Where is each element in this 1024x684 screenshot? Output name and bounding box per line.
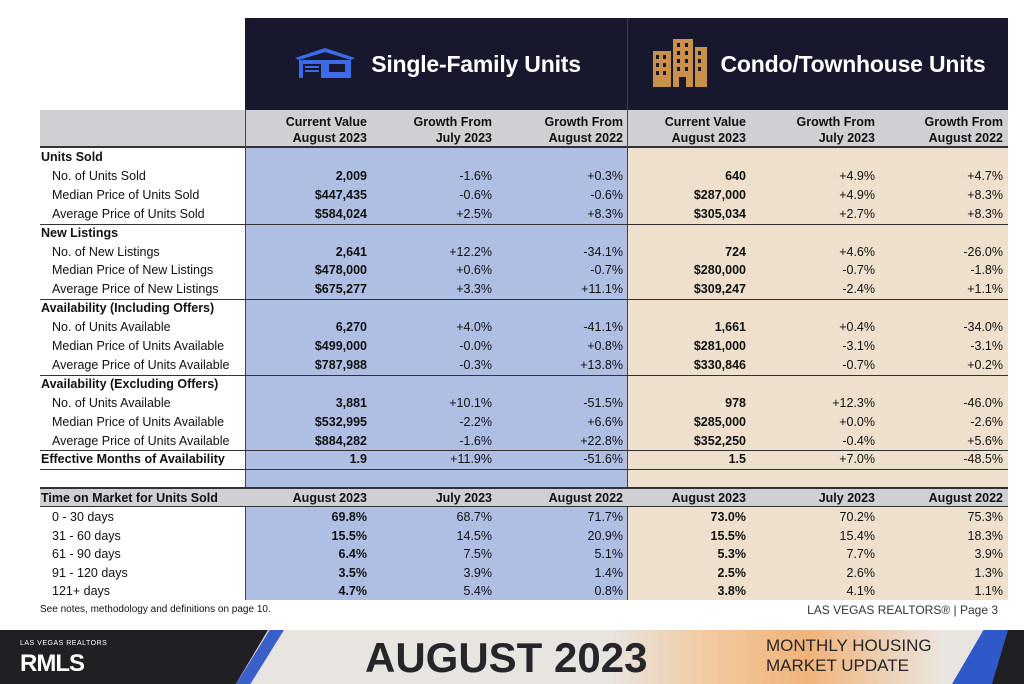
cell-value: +0.3% bbox=[587, 168, 623, 183]
row-label: 0 - 30 days bbox=[52, 510, 114, 524]
row-separator bbox=[40, 469, 1008, 470]
cell-value: 68.7% bbox=[456, 510, 492, 524]
row-label: 91 - 120 days bbox=[52, 565, 128, 580]
cell-value: -46.0% bbox=[963, 395, 1003, 410]
header-ct-current: Current Value August 2023 bbox=[664, 115, 746, 145]
row-label: Median Price of Units Sold bbox=[52, 187, 200, 202]
time-on-market-header: Time on Market for Units Sold August 2023 July 2023 August 2022 August 2023 July 2023 August 2022 bbox=[40, 487, 1008, 507]
cell-value: $499,000 bbox=[314, 339, 367, 353]
cell-value: 70.2% bbox=[839, 510, 875, 524]
table-row bbox=[40, 432, 1008, 451]
house-icon bbox=[291, 44, 359, 85]
table-row bbox=[40, 261, 1008, 280]
cell-value: +0.8% bbox=[587, 339, 623, 353]
table-row bbox=[40, 186, 1008, 205]
cell-value: $787,988 bbox=[314, 357, 367, 372]
cell-value: $285,000 bbox=[693, 414, 746, 429]
cell-value: 15.5% bbox=[710, 528, 746, 543]
logo-tagline: LAS VEGAS REALTORS bbox=[20, 640, 108, 647]
cell-value: 4.1% bbox=[846, 584, 875, 599]
table-row bbox=[40, 337, 1008, 356]
row-label: 61 - 90 days bbox=[52, 547, 121, 562]
cell-value: +2.5% bbox=[456, 206, 492, 221]
cell-value: 3.9% bbox=[974, 547, 1003, 562]
cell-value: +13.8% bbox=[580, 357, 623, 372]
cell-value: 5.4% bbox=[463, 584, 492, 599]
cell-value: +7.0% bbox=[839, 452, 875, 467]
row-label: Units Sold bbox=[41, 150, 103, 164]
row-label: Effective Months of Availability bbox=[41, 452, 225, 467]
cell-value: 20.9% bbox=[587, 528, 623, 543]
row-label: No. of Units Sold bbox=[52, 168, 146, 183]
cell-value: $330,846 bbox=[693, 357, 746, 372]
cell-value: 1.9 bbox=[349, 452, 367, 467]
header-sf-current: Current Value August 2023 bbox=[285, 115, 367, 145]
cell-value: -0.7% bbox=[842, 357, 875, 372]
section-row bbox=[40, 148, 1008, 167]
section-row bbox=[40, 299, 1008, 318]
table-row bbox=[40, 205, 1008, 224]
cell-value: -0.4% bbox=[842, 433, 875, 448]
cell-value: $447,435 bbox=[314, 187, 367, 202]
cell-value: $884,282 bbox=[314, 433, 367, 448]
row-label: Availability (Including Offers) bbox=[41, 301, 215, 316]
cell-value: 2.6% bbox=[846, 565, 875, 580]
cell-value: +3.3% bbox=[456, 282, 492, 297]
cell-value: 1.1% bbox=[974, 584, 1003, 599]
cell-value: 15.4% bbox=[839, 528, 875, 543]
cell-value: -0.7% bbox=[590, 263, 623, 278]
table-row bbox=[40, 450, 1008, 469]
cell-value: 1.3% bbox=[974, 565, 1003, 580]
cell-value: 640 bbox=[725, 168, 746, 183]
row-label: 121+ days bbox=[52, 584, 111, 599]
cell-value: +5.6% bbox=[967, 433, 1003, 448]
cell-value: +10.1% bbox=[449, 395, 492, 410]
cell-value: 5.1% bbox=[594, 547, 623, 562]
cell-value: 1.5 bbox=[728, 452, 746, 467]
cell-value: -34.0% bbox=[963, 320, 1003, 335]
cell-value: +22.8% bbox=[580, 433, 623, 448]
cell-value: +0.6% bbox=[456, 263, 492, 278]
cell-value: -0.6% bbox=[590, 187, 623, 202]
cell-value: 2.5% bbox=[717, 565, 746, 580]
row-label: No. of Units Available bbox=[52, 395, 171, 410]
cell-value: 2,009 bbox=[335, 168, 367, 183]
cell-value: 6,270 bbox=[335, 320, 367, 335]
cell-value: $309,247 bbox=[693, 282, 746, 297]
cell-value: +0.4% bbox=[839, 320, 875, 335]
cell-value: -2.6% bbox=[970, 414, 1003, 429]
cell-value: 3.9% bbox=[463, 565, 492, 580]
single-family-title: Single-Family Units bbox=[371, 50, 581, 77]
cell-value: -1.6% bbox=[459, 433, 492, 448]
cell-value: 3.8% bbox=[717, 584, 746, 599]
cell-value: -2.2% bbox=[459, 414, 492, 429]
single-family-banner bbox=[245, 18, 627, 110]
table-row bbox=[40, 508, 1008, 527]
footer-subtitle: MONTHLY HOUSING MARKET UPDATE bbox=[766, 636, 932, 675]
table-row bbox=[40, 280, 1008, 299]
cell-value: +4.7% bbox=[967, 168, 1003, 183]
row-label: Median Price of Units Available bbox=[52, 339, 225, 353]
cell-value: +8.3% bbox=[587, 206, 623, 221]
cell-value: 0.8% bbox=[594, 584, 623, 599]
cell-value: -1.8% bbox=[970, 263, 1003, 278]
cell-value: -3.1% bbox=[970, 339, 1003, 353]
header-ct-growth-aug: Growth From August 2022 bbox=[924, 115, 1003, 145]
header-sf-growth-july: Growth From July 2023 bbox=[413, 115, 492, 145]
cell-value: -2.4% bbox=[842, 282, 875, 297]
cell-value: +2.7% bbox=[839, 206, 875, 221]
cell-value: 3,881 bbox=[335, 395, 367, 410]
cell-value: $305,034 bbox=[693, 206, 746, 221]
cell-value: $675,277 bbox=[314, 282, 367, 297]
cell-value: -0.3% bbox=[459, 357, 492, 372]
row-label: 31 - 60 days bbox=[52, 528, 121, 543]
cell-value: 4.7% bbox=[338, 584, 367, 599]
cell-value: $281,000 bbox=[693, 339, 746, 353]
cell-value: 73.0% bbox=[710, 510, 746, 524]
cell-value: +4.0% bbox=[456, 320, 492, 335]
cell-value: 3.5% bbox=[338, 565, 367, 580]
table-row bbox=[40, 167, 1008, 186]
cell-value: $532,995 bbox=[314, 414, 367, 429]
row-label: Average Price of Units Available bbox=[52, 433, 230, 448]
cell-value: +12.3% bbox=[832, 395, 875, 410]
table-row bbox=[40, 564, 1008, 583]
cell-value: 2,641 bbox=[335, 244, 367, 259]
cell-value: -34.1% bbox=[583, 244, 623, 259]
table-row bbox=[40, 394, 1008, 413]
section-row bbox=[40, 375, 1008, 394]
cell-value: 7.7% bbox=[846, 547, 875, 562]
cell-value: $584,024 bbox=[314, 206, 367, 221]
cell-value: $280,000 bbox=[693, 263, 746, 278]
condo-banner bbox=[627, 18, 1008, 110]
row-label: No. of Units Available bbox=[52, 320, 171, 335]
cell-value: 6.4% bbox=[338, 547, 367, 562]
row-label: Median Price of Units Available bbox=[52, 414, 225, 429]
cell-value: -0.7% bbox=[842, 263, 875, 278]
footer-title: AUGUST 2023 bbox=[365, 634, 648, 681]
row-label: Average Price of Units Available bbox=[52, 357, 230, 372]
table-row bbox=[40, 318, 1008, 337]
cell-value: 5.3% bbox=[717, 547, 746, 562]
table-row bbox=[40, 243, 1008, 262]
cell-value: 15.5% bbox=[331, 528, 367, 543]
cell-value: 75.3% bbox=[967, 510, 1003, 524]
rmls-logo: RMLS bbox=[20, 650, 84, 677]
cell-value: 7.5% bbox=[463, 547, 492, 562]
cell-value: -51.6% bbox=[583, 452, 623, 467]
table-row bbox=[40, 356, 1008, 375]
cell-value: +4.6% bbox=[839, 244, 875, 259]
cell-value: +1.1% bbox=[967, 282, 1003, 297]
cell-value: -41.1% bbox=[583, 320, 623, 335]
cell-value: 69.8% bbox=[331, 510, 367, 524]
section-row bbox=[40, 224, 1008, 243]
cell-value: +4.9% bbox=[839, 168, 875, 183]
page-label: LAS VEGAS REALTORS® | Page 3 bbox=[807, 603, 998, 617]
cell-value: $352,250 bbox=[693, 433, 746, 448]
cell-value: 1.4% bbox=[594, 565, 623, 580]
row-label: No. of New Listings bbox=[52, 244, 160, 259]
cell-value: +8.3% bbox=[967, 206, 1003, 221]
cell-value: $287,000 bbox=[693, 187, 746, 202]
cell-value: 14.5% bbox=[456, 528, 492, 543]
cell-value: -0.6% bbox=[459, 187, 492, 202]
cell-value: -3.1% bbox=[842, 339, 875, 353]
cell-value: +12.2% bbox=[449, 244, 492, 259]
cell-value: -26.0% bbox=[963, 244, 1003, 259]
table-row bbox=[40, 527, 1008, 546]
row-label: Average Price of New Listings bbox=[52, 282, 219, 297]
building-icon bbox=[651, 37, 709, 92]
cell-value: -51.5% bbox=[583, 395, 623, 410]
table-row bbox=[40, 582, 1008, 601]
cell-value: +8.3% bbox=[967, 187, 1003, 202]
table-row bbox=[40, 545, 1008, 564]
methodology-note: See notes, methodology and definitions on page 10. bbox=[40, 604, 271, 615]
cell-value: +11.1% bbox=[581, 282, 623, 297]
cell-value: 724 bbox=[725, 244, 746, 259]
cell-value: 71.7% bbox=[587, 510, 623, 524]
row-label: Average Price of Units Sold bbox=[52, 206, 205, 221]
time-on-market-title: Time on Market for Units Sold bbox=[41, 491, 218, 505]
footer bbox=[0, 630, 1024, 684]
cell-value: -1.6% bbox=[459, 168, 492, 183]
header-ct-growth-july: Growth From July 2023 bbox=[796, 115, 875, 145]
cell-value: -48.5% bbox=[963, 452, 1003, 467]
row-label: Availability (Excluding Offers) bbox=[41, 376, 219, 391]
cell-value: +0.0% bbox=[839, 414, 875, 429]
cell-value: +0.2% bbox=[967, 357, 1003, 372]
condo-title: Condo/Townhouse Units bbox=[720, 50, 986, 77]
cell-value: 18.3% bbox=[967, 528, 1003, 543]
cell-value: 978 bbox=[725, 395, 746, 410]
cell-value: +6.6% bbox=[587, 414, 623, 429]
header-sf-growth-aug: Growth From August 2022 bbox=[544, 115, 623, 145]
cell-value: -0.0% bbox=[459, 339, 492, 353]
table-row bbox=[40, 413, 1008, 432]
row-label: New Listings bbox=[41, 225, 119, 240]
cell-value: 1,661 bbox=[714, 320, 746, 335]
row-label: Median Price of New Listings bbox=[52, 263, 214, 278]
cell-value: +4.9% bbox=[839, 187, 875, 202]
cell-value: $478,000 bbox=[314, 263, 367, 278]
cell-value: +11.9% bbox=[450, 452, 492, 467]
